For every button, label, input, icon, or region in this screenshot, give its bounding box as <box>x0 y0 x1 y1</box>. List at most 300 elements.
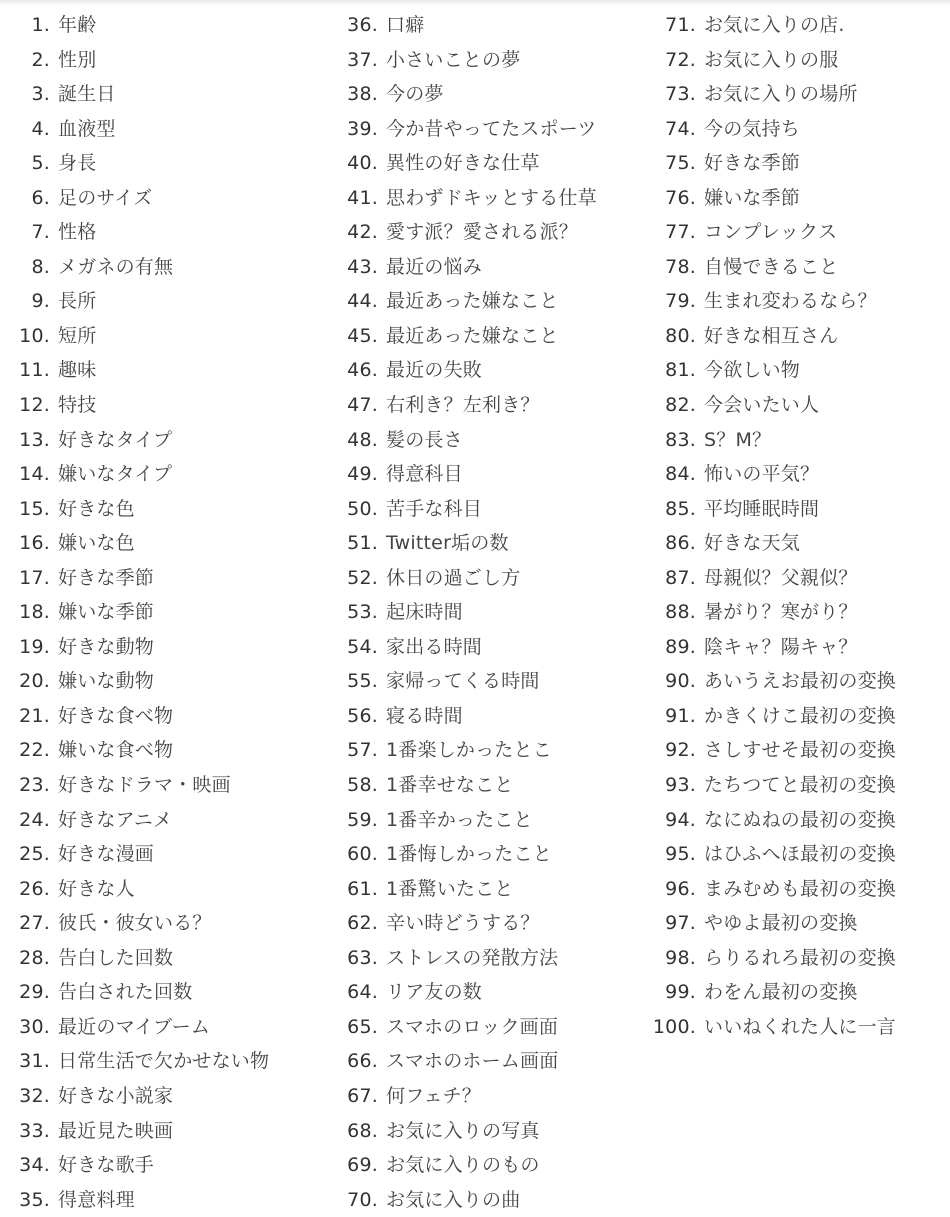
question-number: 73. <box>665 83 696 106</box>
question-item <box>334 215 644 250</box>
question-number: 68. <box>347 1119 378 1142</box>
question-number: 8. <box>31 255 50 278</box>
question-item <box>334 1010 644 1045</box>
question-text: スマホのロック画面 <box>386 1015 559 1038</box>
question-number: 58. <box>347 774 378 797</box>
question-item <box>334 43 644 78</box>
question-item <box>334 526 644 561</box>
question-text: 苦手な科目 <box>386 497 483 520</box>
question-item <box>334 284 644 319</box>
question-number: 19. <box>19 635 50 658</box>
question-item <box>640 112 950 147</box>
question-text: 怖いの平気？ <box>704 463 820 486</box>
question-number: 50. <box>347 497 378 520</box>
question-number: 2. <box>31 48 50 71</box>
question-text: 起床時間 <box>386 601 463 624</box>
question-number: 23. <box>19 774 50 797</box>
question-text: はひふへほ最初の変換 <box>704 843 897 866</box>
question-item <box>640 146 950 181</box>
question-text: あいうえお最初の変換 <box>704 670 897 693</box>
question-number: 59. <box>347 808 378 831</box>
question-text: S？M？ <box>704 428 772 451</box>
question-text: まみむめも最初の変換 <box>704 877 897 900</box>
question-number: 78. <box>665 255 696 278</box>
question-number: 48. <box>347 428 378 451</box>
question-item <box>640 837 950 872</box>
question-text: 嫌いな食べ物 <box>58 739 174 762</box>
question-text: 告白された回数 <box>58 981 193 1004</box>
question-text: いいねくれた人に一言 <box>704 1015 897 1038</box>
question-number: 75. <box>665 152 696 175</box>
question-item <box>8 803 330 838</box>
question-text: 好きな小説家 <box>58 1084 174 1107</box>
question-item <box>640 526 950 561</box>
question-text: 口癖 <box>386 14 425 36</box>
question-text: 好きな動物 <box>58 635 155 658</box>
question-text: 休日の過ごし方 <box>386 566 521 589</box>
question-item <box>640 803 950 838</box>
question-item <box>640 975 950 1010</box>
question-text: 嫌いな色 <box>58 532 135 555</box>
question-item <box>8 388 330 423</box>
question-number: 40. <box>347 152 378 175</box>
question-number: 41. <box>347 186 378 209</box>
question-item <box>334 1114 644 1149</box>
question-text: らりるれろ最初の変換 <box>704 946 897 969</box>
question-number: 79. <box>665 290 696 313</box>
question-number: 88. <box>665 601 696 624</box>
question-item <box>334 837 644 872</box>
question-text: お気に入りの曲 <box>386 1188 521 1211</box>
question-text: 最近あった嫌なこと <box>386 290 559 313</box>
question-item <box>334 906 644 941</box>
question-item <box>8 457 330 492</box>
question-item <box>640 43 950 78</box>
question-number: 82. <box>665 394 696 417</box>
question-number: 74. <box>665 117 696 140</box>
question-number: 53. <box>347 601 378 624</box>
question-item <box>8 1148 330 1183</box>
question-text: 母親似？父親似？ <box>704 566 858 589</box>
question-text: 髪の長さ <box>386 428 463 451</box>
question-item <box>8 561 330 596</box>
question-number: 42. <box>347 221 378 244</box>
question-item <box>8 941 330 976</box>
question-item <box>640 664 950 699</box>
question-item <box>334 561 644 596</box>
question-text: かきくけこ最初の変換 <box>704 704 897 727</box>
question-item <box>8 1183 330 1217</box>
question-number: 10. <box>19 324 50 347</box>
question-number: 6. <box>31 186 50 209</box>
question-item <box>640 319 950 354</box>
question-item <box>640 423 950 458</box>
question-text: 好きな歌手 <box>58 1154 155 1177</box>
question-number: 39. <box>347 117 378 140</box>
question-number: 96. <box>665 877 696 900</box>
question-text: 告白した回数 <box>58 946 174 969</box>
question-number: 85. <box>665 497 696 520</box>
question-number: 97. <box>665 912 696 935</box>
question-number: 65. <box>347 1015 378 1038</box>
question-text: 1番楽しかったとこ <box>386 739 552 762</box>
question-number: 38. <box>347 83 378 106</box>
question-text: コンプレックス <box>704 221 838 244</box>
question-number: 15. <box>19 497 50 520</box>
question-number: 91. <box>665 704 696 727</box>
question-text: 最近あった嫌なこと <box>386 324 559 347</box>
question-item <box>640 250 950 285</box>
question-number: 27. <box>19 912 50 935</box>
question-text: わをん最初の変換 <box>704 981 858 1004</box>
question-number: 71. <box>665 14 696 36</box>
question-text: 好きな季節 <box>704 152 801 175</box>
question-item <box>8 768 330 803</box>
question-number: 17. <box>19 566 50 589</box>
question-number: 70. <box>347 1188 378 1211</box>
question-text: お気に入りの店. <box>704 14 845 36</box>
question-text: 陰キャ？陽キャ？ <box>704 635 858 658</box>
question-number: 11. <box>19 359 50 382</box>
question-item <box>334 941 644 976</box>
question-number: 14. <box>19 463 50 486</box>
question-item <box>640 8 950 43</box>
question-text: 今の夢 <box>386 83 444 106</box>
question-text: 嫌いな季節 <box>58 601 155 624</box>
question-column-1 <box>8 8 330 1217</box>
question-text: 日常生活で欠かせない物 <box>58 1050 270 1073</box>
question-item <box>8 975 330 1010</box>
question-text: 生まれ変わるなら？ <box>704 290 877 313</box>
question-number: 16. <box>19 532 50 555</box>
question-text: たちつてと最初の変換 <box>704 774 896 797</box>
question-number: 36. <box>347 14 378 36</box>
question-item <box>334 77 644 112</box>
question-number: 69. <box>347 1154 378 1177</box>
question-number: 72. <box>665 48 696 71</box>
question-item <box>8 77 330 112</box>
question-item <box>640 215 950 250</box>
question-number: 86. <box>665 532 696 555</box>
question-item <box>640 906 950 941</box>
question-number: 64. <box>347 981 378 1004</box>
cropped-header <box>0 0 950 6</box>
question-number: 87. <box>665 566 696 589</box>
question-text: 家帰ってくる時間 <box>386 670 540 693</box>
question-number: 4. <box>31 117 50 140</box>
question-text: 右利き？左利き？ <box>386 394 540 417</box>
question-number: 84. <box>665 463 696 486</box>
question-text: 嫌いな季節 <box>704 186 801 209</box>
question-text: 最近の失敗 <box>386 359 483 382</box>
question-text: 誕生日 <box>58 83 116 106</box>
question-number: 61. <box>347 877 378 900</box>
question-item <box>334 699 644 734</box>
question-item <box>640 284 950 319</box>
question-text: ストレスの発散方法 <box>386 946 559 969</box>
question-text: 好きな漫画 <box>58 843 155 866</box>
question-text: 足のサイズ <box>58 186 153 209</box>
question-item <box>334 595 644 630</box>
question-text: 愛す派？愛される派？ <box>386 221 579 244</box>
question-item <box>640 77 950 112</box>
question-text: 最近の悩み <box>386 255 483 278</box>
question-item <box>8 630 330 665</box>
question-number: 77. <box>665 221 696 244</box>
question-item <box>334 388 644 423</box>
question-text: お気に入りのもの <box>386 1154 540 1177</box>
question-number: 54. <box>347 635 378 658</box>
question-number: 18. <box>19 601 50 624</box>
question-number: 22. <box>19 739 50 762</box>
question-number: 12. <box>19 394 50 417</box>
question-number: 60. <box>347 843 378 866</box>
question-item <box>8 664 330 699</box>
question-number: 52. <box>347 566 378 589</box>
question-text: 得意料理 <box>58 1188 135 1211</box>
question-item <box>640 353 950 388</box>
question-text: 年齢 <box>58 14 97 36</box>
question-text: さしすせそ最初の変換 <box>704 739 897 762</box>
question-item <box>334 630 644 665</box>
question-item <box>334 664 644 699</box>
question-number: 67. <box>347 1084 378 1107</box>
question-text: 今会いたい人 <box>704 394 820 417</box>
question-item <box>334 457 644 492</box>
question-item <box>334 975 644 1010</box>
question-item <box>334 8 644 43</box>
question-number: 94. <box>665 808 696 831</box>
question-text: 短所 <box>58 324 97 347</box>
question-text: 好きなタイプ <box>58 428 173 451</box>
question-text: 今の気持ち <box>704 117 801 140</box>
question-item <box>334 492 644 527</box>
question-item <box>334 181 644 216</box>
question-number: 56. <box>347 704 378 727</box>
question-text: 好きな季節 <box>58 566 155 589</box>
question-item <box>640 1010 950 1045</box>
question-text: 好きな相互さん <box>704 324 839 347</box>
question-number: 93. <box>665 774 696 797</box>
question-item <box>8 1044 330 1079</box>
question-number: 13. <box>19 428 50 451</box>
question-number: 35. <box>19 1188 50 1211</box>
question-text: リア友の数 <box>386 981 483 1004</box>
question-text: 1番辛かったこと <box>386 808 533 831</box>
question-number: 49. <box>347 463 378 486</box>
question-text: 好きな人 <box>58 877 135 900</box>
question-text: スマホのホーム画面 <box>386 1050 559 1073</box>
question-text: 性別 <box>58 48 97 71</box>
question-item <box>334 768 644 803</box>
question-text: 最近のマイブーム <box>58 1015 211 1038</box>
question-item <box>334 250 644 285</box>
question-text: 1番驚いたこと <box>386 877 514 900</box>
question-number: 66. <box>347 1050 378 1073</box>
question-number: 57. <box>347 739 378 762</box>
question-text: 今欲しい物 <box>704 359 801 382</box>
question-number: 3. <box>31 83 50 106</box>
question-item <box>640 733 950 768</box>
question-text: 1番幸せなこと <box>386 774 514 797</box>
question-item <box>334 1079 644 1114</box>
question-text: 暑がり？寒がり？ <box>704 601 858 624</box>
question-item <box>640 457 950 492</box>
question-number: 92. <box>665 739 696 762</box>
question-item <box>8 112 330 147</box>
question-item <box>334 423 644 458</box>
question-item <box>334 319 644 354</box>
question-item <box>8 423 330 458</box>
question-text: 家出る時間 <box>386 635 483 658</box>
question-text: 嫌いなタイプ <box>58 463 173 486</box>
question-item <box>8 837 330 872</box>
question-text: メガネの有無 <box>58 255 174 278</box>
question-item <box>640 941 950 976</box>
question-number: 20. <box>19 670 50 693</box>
question-item <box>8 250 330 285</box>
question-text: 趣味 <box>58 359 97 382</box>
question-text: お気に入りの写真 <box>386 1119 540 1142</box>
question-item <box>8 492 330 527</box>
question-item <box>640 492 950 527</box>
question-item <box>8 181 330 216</box>
question-number: 26. <box>19 877 50 900</box>
question-number: 44. <box>347 290 378 313</box>
question-text: 自慢できること <box>704 255 839 278</box>
question-item <box>334 1044 644 1079</box>
question-item <box>8 595 330 630</box>
question-number: 62. <box>347 912 378 935</box>
question-item <box>334 733 644 768</box>
question-text: 好きなドラマ・映画 <box>58 774 231 797</box>
question-text: 性格 <box>58 221 97 244</box>
question-item <box>640 768 950 803</box>
question-text: 1番悔しかったこと <box>386 843 552 866</box>
question-number: 30. <box>19 1015 50 1038</box>
question-text: 好きな色 <box>58 497 135 520</box>
question-number: 29. <box>19 981 50 1004</box>
question-number: 43. <box>347 255 378 278</box>
question-text: 嫌いな動物 <box>58 670 155 693</box>
question-number: 32. <box>19 1084 50 1107</box>
question-number: 31. <box>19 1050 50 1073</box>
question-text: 寝る時間 <box>386 704 463 727</box>
question-number: 51. <box>347 532 378 555</box>
question-text: 特技 <box>58 394 97 417</box>
question-text: 平均睡眠時間 <box>704 497 820 520</box>
question-item <box>640 872 950 907</box>
question-item <box>8 733 330 768</box>
question-number: 45. <box>347 324 378 347</box>
question-number: 63. <box>347 946 378 969</box>
question-number: 89. <box>665 635 696 658</box>
question-item <box>8 319 330 354</box>
question-text: 血液型 <box>58 117 116 140</box>
question-text: お気に入りの場所 <box>704 83 858 106</box>
question-text: 彼氏・彼女いる？ <box>58 912 212 935</box>
question-text: 思わずドキッとする仕草 <box>386 186 597 209</box>
question-number: 95. <box>665 843 696 866</box>
question-item <box>8 526 330 561</box>
question-number: 1. <box>31 14 50 36</box>
question-item <box>8 1010 330 1045</box>
question-item <box>8 699 330 734</box>
question-number: 25. <box>19 843 50 866</box>
question-number: 28. <box>19 946 50 969</box>
question-item <box>640 561 950 596</box>
question-text: 好きな食べ物 <box>58 704 174 727</box>
question-item <box>640 699 950 734</box>
question-number: 100. <box>652 1015 696 1038</box>
question-item <box>8 1114 330 1149</box>
question-item <box>640 181 950 216</box>
question-text: 身長 <box>58 152 97 175</box>
question-item <box>334 146 644 181</box>
question-number: 99. <box>665 981 696 1004</box>
question-text: 得意科目 <box>386 463 463 486</box>
question-item <box>334 1183 644 1217</box>
question-item <box>640 630 950 665</box>
question-text: 好きなアニメ <box>58 808 173 831</box>
question-item <box>640 595 950 630</box>
question-text: 何フェチ？ <box>386 1084 482 1107</box>
question-number: 90. <box>665 670 696 693</box>
question-item <box>8 284 330 319</box>
question-number: 37. <box>347 48 378 71</box>
question-text: 辛い時どうする？ <box>386 912 540 935</box>
question-number: 80. <box>665 324 696 347</box>
question-text: 好きな天気 <box>704 532 801 555</box>
question-text: Twitter垢の数 <box>386 532 509 555</box>
question-number: 34. <box>19 1154 50 1177</box>
question-item <box>8 353 330 388</box>
question-text: 今か昔やってたスポーツ <box>386 117 597 140</box>
question-number: 9. <box>31 290 50 313</box>
question-text: 長所 <box>58 290 97 313</box>
question-number: 21. <box>19 704 50 727</box>
question-text: お気に入りの服 <box>704 48 839 71</box>
question-number: 47. <box>347 394 378 417</box>
question-number: 81. <box>665 359 696 382</box>
question-item <box>334 803 644 838</box>
question-item <box>8 43 330 78</box>
question-number: 5. <box>31 152 50 175</box>
question-number: 76. <box>665 186 696 209</box>
question-item <box>8 215 330 250</box>
question-number: 24. <box>19 808 50 831</box>
question-column-3 <box>640 8 950 1044</box>
question-item <box>640 388 950 423</box>
question-text: 異性の好きな仕草 <box>386 152 540 175</box>
question-item <box>8 906 330 941</box>
question-item <box>334 1148 644 1183</box>
question-item <box>334 872 644 907</box>
question-column-2 <box>334 8 644 1217</box>
question-text: 最近見た映画 <box>58 1119 174 1142</box>
question-number: 46. <box>347 359 378 382</box>
question-number: 98. <box>665 946 696 969</box>
question-text: なにぬねの最初の変換 <box>704 808 897 831</box>
question-item <box>8 1079 330 1114</box>
question-item <box>8 146 330 181</box>
question-number: 33. <box>19 1119 50 1142</box>
question-number: 55. <box>347 670 378 693</box>
question-number: 7. <box>31 221 50 244</box>
question-item <box>8 8 330 43</box>
question-text: 小さいことの夢 <box>386 48 521 71</box>
question-item <box>334 353 644 388</box>
